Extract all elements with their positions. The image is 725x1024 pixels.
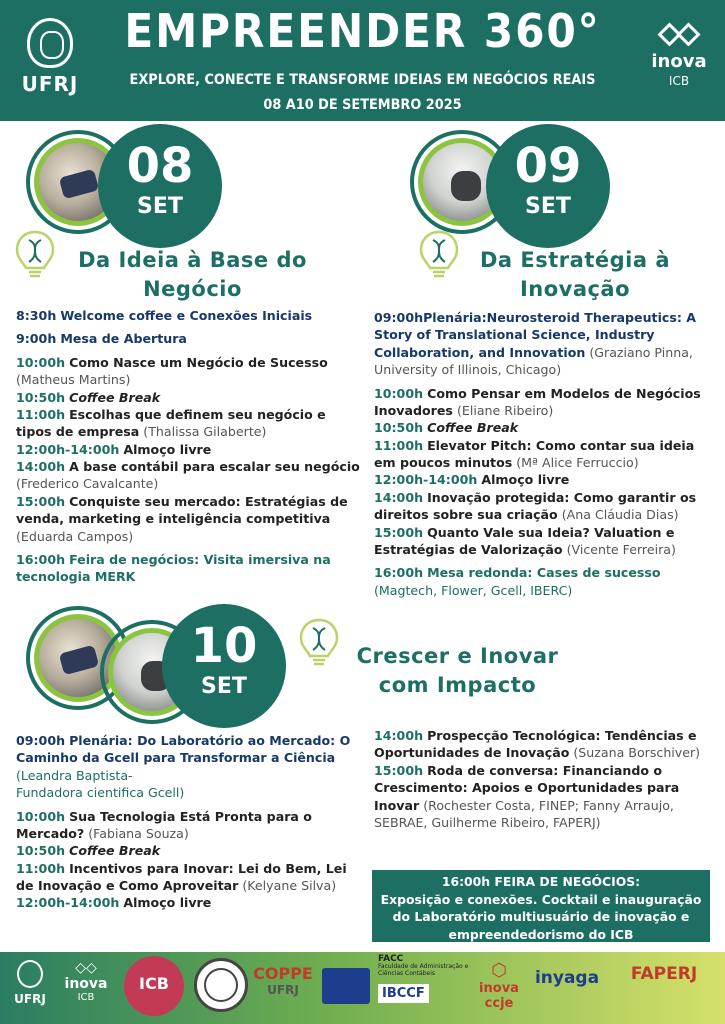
ufrj-footer-logo: UFRJ: [8, 960, 52, 1006]
list-item: 15:00h Quanto Vale sua Ideia? Valuation e Estratégias de Valorização (Vicente Ferreira): [374, 524, 676, 557]
facc-footer-logo: FACC Faculdade de Administração e Ciências Contábeis IBCCF: [378, 954, 469, 1001]
day1-month: SET: [137, 194, 183, 219]
day2-month: SET: [525, 194, 571, 219]
day3-schedule-left: [16, 732, 361, 912]
day1-section-title: [50, 246, 335, 304]
event-title: EMPREENDER 360°: [124, 4, 601, 58]
event-dates: 08 A10 DE SETEMBRO 2025: [263, 97, 462, 113]
list-item: 14:00h Prospecção Tecnológica: Tendências e Oportunidades de Inovação (Suzana Borschiver): [374, 728, 701, 761]
day3-title-line2: com Impacto: [378, 672, 537, 697]
feira-description: Exposição e conexões. Cocktail e inauguração do Laboratório multiusuário de inovação e empreendedorismo do ICB: [380, 891, 702, 942]
day1-title-line2: Negócio: [143, 276, 242, 301]
list-item: 10:00h Como Nasce um Negócio de Sucesso (Matheus Martins): [16, 354, 328, 388]
cubes-icon: ⬡: [491, 960, 507, 981]
list-item: 10:00h Sua Tecnologia Está Pronta para o Mercado? (Fabiana Souza): [16, 808, 312, 841]
day3-title-line1: Crescer e Inovar: [356, 644, 559, 668]
ufrj-label: UFRJ: [21, 72, 79, 96]
cubes-icon: ◇◇: [75, 960, 97, 976]
inova-footer-logo: ◇◇ inova ICB: [60, 960, 112, 1003]
list-item: 8:30h Welcome coffee e Conexões Iniciais: [16, 308, 313, 323]
list-item: 12:00h-14:00h Almoço livre: [16, 895, 212, 911]
ufrj-logo: [14, 18, 86, 96]
faperj-footer-logo: FAPERJ: [630, 964, 698, 984]
list-item: 11:00h Elevator Pitch: Como contar sua ideia em poucos minutos (Mª Alice Ferruccio): [374, 437, 695, 470]
list-item: 9:00h Mesa de Abertura: [16, 331, 187, 347]
inova-ccje-logo: ⬡ inova ccje: [474, 960, 524, 1011]
coppe-footer-logo: COPPE UFRJ: [253, 964, 313, 997]
list-item: 09:00h Plenária: Do Laboratório ao Mercado: O Caminho da Gcell para Transformar a Ciência (Leandra Baptista- Fundadora cientifica Gcell): [16, 733, 351, 801]
header-banner: [0, 0, 725, 121]
day1-title-line1: Da Ideia à Base do: [78, 248, 307, 272]
ufrj-blue-logo: [322, 968, 370, 1004]
day2-section-title: [450, 246, 700, 304]
list-item: 09:00hPlenária:Neurosteroid Therapeutics: A Story of Translational Science, Industry Collaboration, and Innovation (Graziano Pinna, University of Illinois, Chicago): [374, 310, 697, 378]
day3-number: 10: [190, 618, 258, 674]
list-item: 12:00h-14:00h Almoço livre: [374, 472, 570, 488]
list-item: 11:00h Incentivos para Inovar: Lei do Bem, Lei de Inovação e Como Aproveitar (Kelyane Silva): [16, 860, 347, 893]
list-item: 10:50h Coffee Break: [16, 389, 161, 405]
day2-badge: [486, 124, 610, 248]
feira-negocios-box: [372, 870, 710, 942]
day3-badge: [162, 604, 286, 728]
seal-icon: [204, 968, 238, 1002]
day1-badge: [98, 124, 222, 248]
day2-title-line1: Da Estratégia à: [480, 248, 670, 272]
list-item: 16:00h Mesa redonda: Cases de sucesso (Magtech, Flower, Gcell, IBERC): [374, 565, 661, 598]
event-subtitle: EXPLORE, CONECTE E TRANSFORME IDEIAS EM NEGÓCIOS REAIS: [129, 72, 596, 88]
list-item: 10:50h Coffee Break: [16, 843, 161, 859]
inova-label: inova: [651, 51, 707, 72]
list-item: 10:00h Como Pensar em Modelos de Negócios Inovadores (Eliane Ribeiro): [374, 385, 701, 418]
inyaga-footer-logo: inyaga: [534, 968, 600, 988]
day3-month: SET: [201, 674, 247, 699]
day2-schedule: [374, 309, 718, 599]
day1-number: 08: [126, 138, 194, 194]
ufrj-seal-icon: [17, 960, 43, 988]
cubes-icon: [646, 26, 712, 43]
list-item: 15:00h Conquiste seu mercado: Estratégias de venda, marketing e inteligência competitiva (Eduarda Campos): [16, 493, 348, 544]
inova-sub-label: ICB: [668, 74, 690, 88]
list-item: 15:00h Roda de conversa: Financiando o Crescimento: Apoios e Oportunidades para Inovar (Rochester Costa, FINEP; Fanny Arraujo, SEBRAE, Guilherme Ribeiro, FAPERJ): [374, 762, 680, 830]
list-item: 10:50h Coffee Break: [374, 420, 519, 436]
list-item: 12:00h-14:00h Almoço livre: [16, 441, 212, 457]
day3-schedule-right: [374, 727, 714, 831]
inova-icb-logo: [646, 26, 712, 88]
feira-title: 16:00h FEIRA DE NEGÓCIOS:: [441, 874, 641, 889]
day3-section-title: [330, 642, 585, 700]
day2-title-line2: Inovação: [519, 276, 631, 301]
list-item: 16:00h Feira de negócios: Visita imersiva na tecnologia MERK: [16, 551, 331, 585]
footer-sponsors: [0, 952, 725, 1024]
seal-footer-logo: [194, 958, 248, 1012]
icb-footer-logo: ICB: [124, 956, 184, 1016]
day2-number: 09: [514, 138, 582, 194]
day1-schedule: [16, 307, 361, 586]
list-item: 14:00h Inovação protegida: Como garantir os direitos sobre sua criação (Ana Cláudia Dias): [374, 489, 697, 523]
ufrj-seal-icon: [27, 18, 73, 68]
list-item: 11:00h Escolhas que definem seu negócio e tipos de empresa (Thalissa Gilaberte): [16, 406, 326, 440]
list-item: 14:00h A base contábil para escalar seu negócio (Frederico Cavalcante): [16, 459, 360, 492]
